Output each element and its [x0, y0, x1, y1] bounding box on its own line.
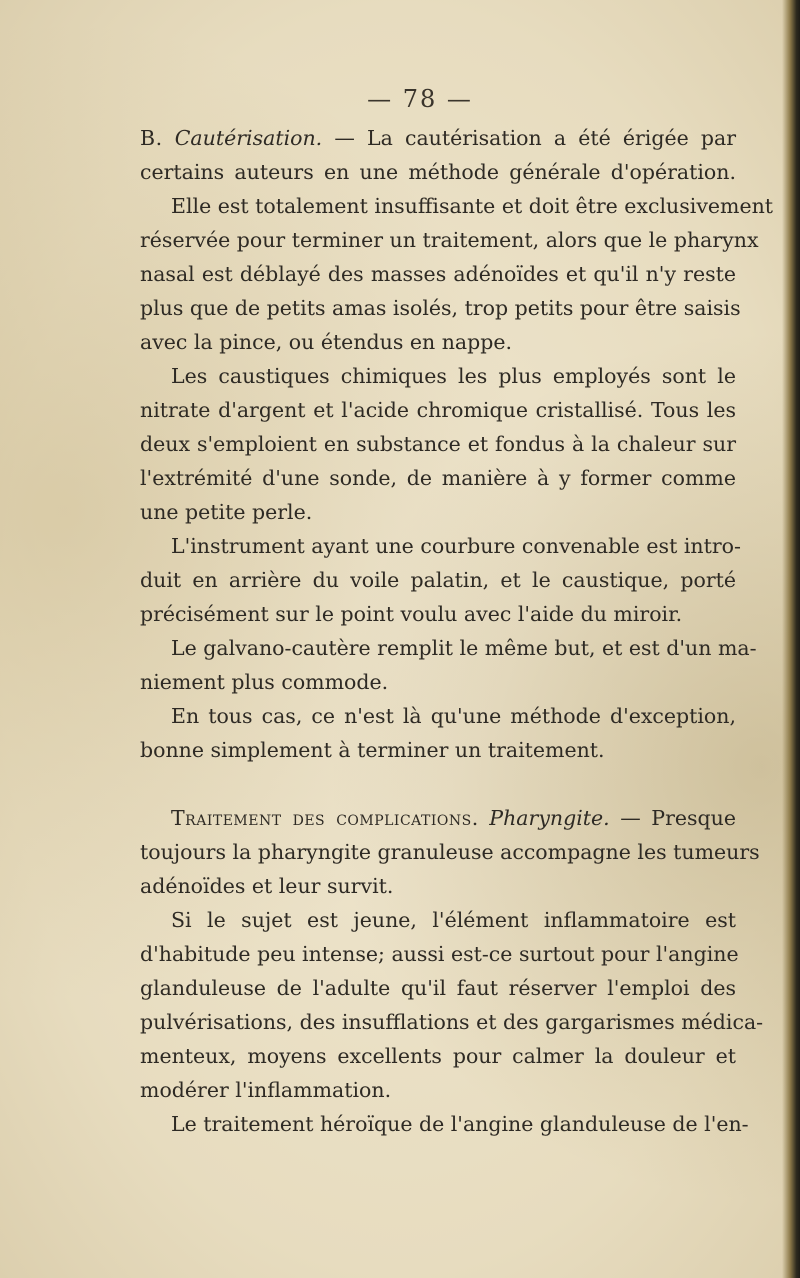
section-heading: Traitement des complications.: [171, 806, 479, 830]
section-dash: —: [620, 806, 641, 830]
text-line: précisément sur le point voulu avec l'aide du miroir.: [140, 602, 683, 626]
section-title: Cautérisation.: [174, 126, 323, 150]
section-b-first-line: [140, 128, 736, 149]
section-lead-text: Presque: [651, 806, 736, 830]
text-line: modérer l'inflammation.: [140, 1078, 392, 1102]
text-line: niement plus commode.: [140, 670, 389, 694]
text-line: réservée pour terminer un traitement, alors que le pharynx: [140, 228, 759, 252]
text-line: d'habitude peu intense; aussi est-ce surtout pour l'angine: [140, 942, 739, 966]
text-line: Les caustiques chimiques les plus employés sont le: [171, 364, 736, 388]
text-line: Si le sujet est jeune, l'élément inflammatoire est: [171, 908, 736, 932]
text-line: une petite perle.: [140, 500, 313, 524]
section-lead-text: La cautérisation a été érigée par: [367, 126, 736, 150]
text-line: nitrate d'argent et l'acide chromique cristallisé. Tous les: [140, 398, 736, 422]
text-line: L'instrument ayant une courbure convenable est intro-: [171, 534, 741, 558]
text-line: glanduleuse de l'adulte qu'il faut réserver l'emploi des: [140, 976, 736, 1000]
text-line: Le traitement héroïque de l'angine glanduleuse de l'en-: [171, 1112, 749, 1136]
text-line: avec la pince, ou étendus en nappe.: [140, 330, 513, 354]
text-line: plus que de petits amas isolés, trop petits pour être saisis: [140, 296, 741, 320]
text-line: certains auteurs en une méthode générale d'opération.: [140, 160, 736, 184]
page-number: — 78 —: [367, 85, 473, 113]
section-marker: B.: [140, 126, 163, 150]
text-line: toujours la pharyngite granuleuse accompagne les tumeurs: [140, 840, 760, 864]
text-line: adénoïdes et leur survit.: [140, 874, 394, 898]
text-line: duit en arrière du voile palatin, et le caustique, porté: [140, 568, 736, 592]
text-line: deux s'emploient en substance et fondus à la chaleur sur: [140, 432, 736, 456]
text-line: nasal est déblayé des masses adénoïdes et qu'il n'y reste: [140, 262, 736, 286]
text-line: menteux, moyens excellents pour calmer la douleur et: [140, 1044, 736, 1068]
text-line: En tous cas, ce n'est là qu'une méthode d'exception,: [171, 704, 736, 728]
text-line: pulvérisations, des insufflations et des gargarismes médica-: [140, 1010, 764, 1034]
text-line: bonne simplement à terminer un traitement.: [140, 738, 605, 762]
section-dash: —: [334, 126, 355, 150]
section-subheading: Pharyngite.: [489, 806, 610, 830]
text-line: l'extrémité d'une sonde, de manière à y former comme: [140, 466, 736, 490]
text-line: Le galvano-cautère remplit le même but, et est d'un ma-: [171, 636, 757, 660]
complications-first-line: [171, 808, 736, 829]
text-line: Elle est totalement insuffisante et doit être exclusivement: [171, 194, 774, 218]
